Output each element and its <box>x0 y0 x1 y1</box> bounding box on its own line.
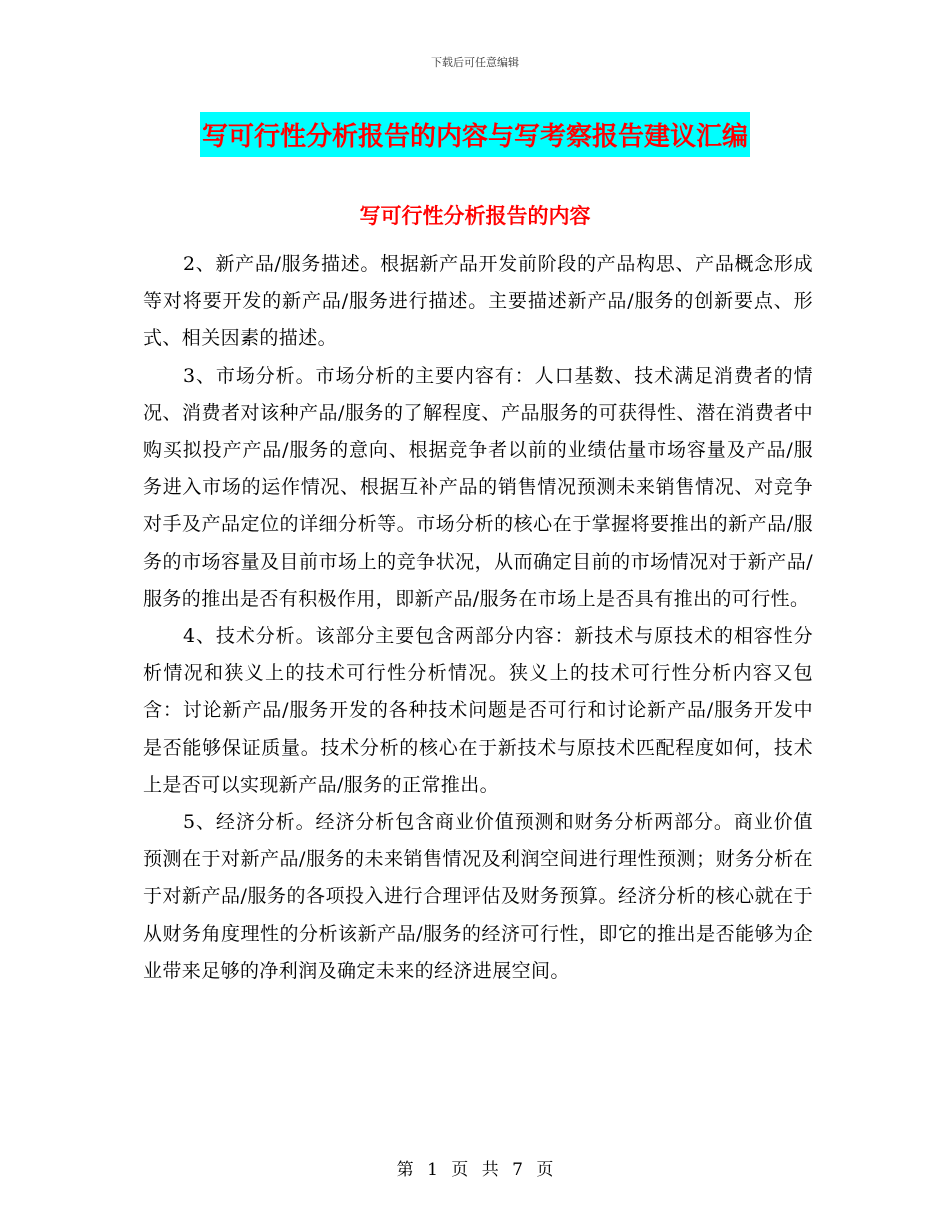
document-body <box>143 246 813 990</box>
paragraph-new-product: 2、新产品/服务描述。根据新产品开发前阶段的产品构思、产品概念形成等对将要开发的新产品/服务进行描述。主要描述新产品/服务的创新要点、形式、相关因素的描述。 <box>143 253 813 350</box>
paragraph-technical-analysis: 4、技术分析。该部分主要包含两部分内容：新技术与原技术的相容性分析情况和狭义上的技术可行性分析情况。狭义上的技术可行性分析内容又包含：讨论新产品/服务开发的各种技术问题是否可行和讨论新产品/服务开发中是否能够保证质量。技术分析的核心在于新技术与原技术匹配程度如何，技术上是否可以实现新产品/服务的正常推出。 <box>143 625 813 796</box>
doc-title: 写可行性分析报告的内容与写考察报告建议汇编 <box>200 112 750 157</box>
paragraph-market-analysis: 3、市场分析。市场分析的主要内容有：人口基数、技术满足消费者的情况、消费者对该种产品/服务的了解程度、产品服务的可获得性、潜在消费者中购买拟投产产品/服务的意向、根据竞争者以前的业绩估量市场容量及产品/服务进入市场的运作情况、根据互补产品的销售情况预测未来销售情况、对竞争对手及产品定位的详细分析等。市场分析的核心在于掌握将要推出的新产品/服务的市场容量及目前市场上的竞争状况，从而确定目前的市场情况对于新产品/服务的推出是否有积极作用，即新产品/服务在市场上是否具有推出的可行性。 <box>143 364 813 610</box>
header-note: 下载后可任意编辑 <box>431 56 519 69</box>
page-number: 第 1 页 共 7 页 <box>396 1160 554 1180</box>
section-title: 写可行性分析报告的内容 <box>359 203 591 228</box>
paragraph-economic-analysis: 5、经济分析。经济分析包含商业价值预测和财务分析两部分。商业价值预测在于对新产品/服务的未来销售情况及利润空间进行理性预测；财务分析在于对新产品/服务的各项投入进行合理评估及财务预算。经济分析的核心就在于从财务角度理性的分析该新产品/服务的经济可行性，即它的推出是否能够为企业带来足够的净利润及确定未来的经济进展空间。 <box>143 811 813 982</box>
doc-title-container <box>0 112 950 157</box>
